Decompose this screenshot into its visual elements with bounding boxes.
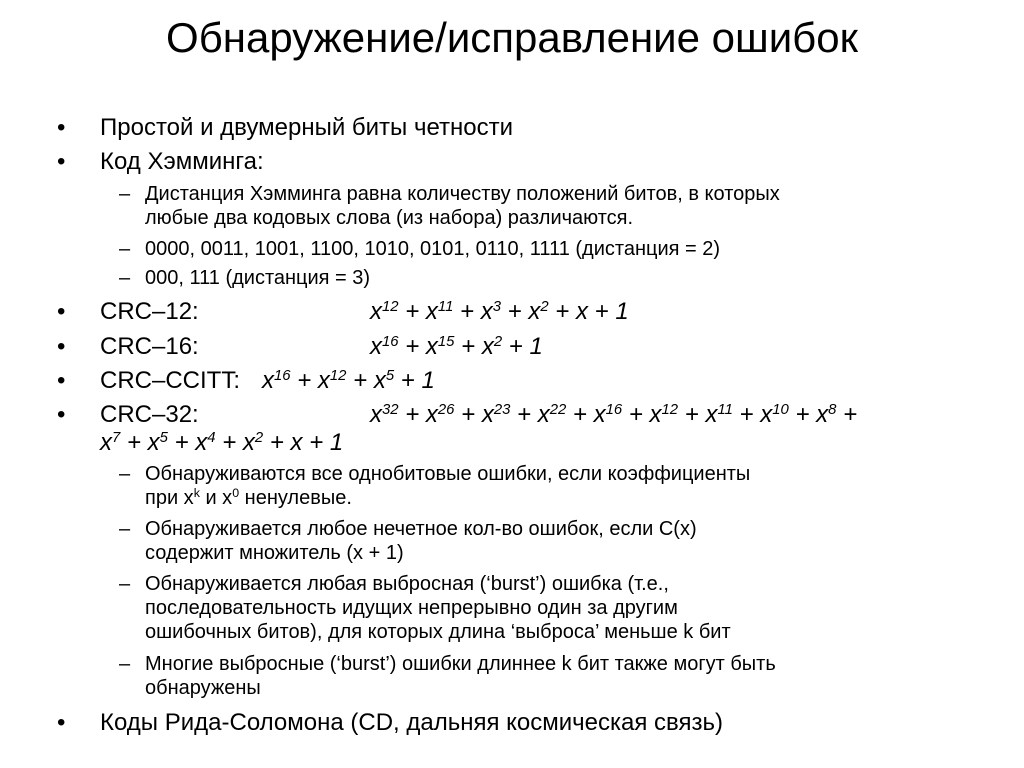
item-text: Дистанция Хэмминга равна количеству положений битов, в которых <box>145 183 780 205</box>
exponent: 26 <box>437 401 455 418</box>
variable-x: x <box>195 429 208 456</box>
item-text: Коды Рида-Соломона (CD, дальняя космическая связь) <box>100 709 724 736</box>
operator-text: + <box>398 401 426 428</box>
exponent: 5 <box>385 367 395 384</box>
operator-text: + <box>566 401 594 428</box>
dash-glyph: – <box>119 463 131 485</box>
operator-text: + x + 1 <box>548 298 629 325</box>
crc12-polynomial <box>370 299 629 328</box>
exponent: 4 <box>207 429 216 446</box>
bullet-glyph: • <box>57 298 66 325</box>
item-text-a: при x <box>145 487 194 509</box>
crcccitt-polynomial <box>262 368 435 397</box>
operator-text: + 1 <box>502 333 543 360</box>
operator-text: + <box>836 401 858 428</box>
sub-item-crc32-single-bit-cont <box>145 487 352 512</box>
bullet-item-crc16 <box>57 333 199 360</box>
operator-text: + <box>678 401 706 428</box>
sub-item-crc32-odd-errors-cont <box>145 542 404 565</box>
sub-item-crc32-burst-cont2 <box>145 621 731 644</box>
dash-glyph: – <box>119 518 131 540</box>
exponent: 22 <box>549 401 567 418</box>
variable-x: x <box>705 401 718 428</box>
sub-item-hamming-example-3 <box>119 267 371 290</box>
variable-x: x <box>593 401 606 428</box>
variable-x: x <box>242 429 255 456</box>
crc-label: CRC–16: <box>100 333 199 360</box>
variable-x: x <box>537 401 550 428</box>
bullet-glyph: • <box>57 401 66 428</box>
bullet-glyph: • <box>57 709 66 736</box>
operator-text: + <box>120 429 148 456</box>
variable-x: x <box>425 401 438 428</box>
dash-glyph: – <box>119 653 131 675</box>
sub-item-crc32-odd-errors <box>119 518 697 541</box>
exponent: 0 <box>232 486 240 501</box>
exponent: 12 <box>661 401 679 418</box>
item-text: Многие выбросные (‘burst’) ошибки длиннее k бит также могут быть <box>145 653 776 675</box>
bullet-item-hamming <box>57 148 264 175</box>
variable-x: x <box>816 401 829 428</box>
dash-glyph: – <box>119 238 131 260</box>
exponent: 16 <box>382 333 399 350</box>
sub-item-crc32-burst <box>119 573 669 596</box>
operator-text: + x + 1 <box>263 429 344 456</box>
slide-title: Обнаружение/исправление ошибок <box>166 14 858 61</box>
item-text: Код Хэмминга: <box>100 148 264 175</box>
exponent: 15 <box>437 333 455 350</box>
variable-x: x <box>528 298 541 325</box>
bullet-glyph: • <box>57 114 66 141</box>
item-text: ошибочных битов), для которых длина ‘выброса’ меньше k бит <box>145 621 731 643</box>
sub-item-hamming-distance-cont <box>145 207 633 230</box>
variable-x: x <box>317 367 330 394</box>
operator-text: + 1 <box>394 367 435 394</box>
variable-x: x <box>147 429 160 456</box>
item-text: последовательность идущих непрерывно один за другим <box>145 597 678 619</box>
variable-x: x <box>100 429 112 456</box>
exponent: k <box>193 486 200 501</box>
operator-text: + <box>398 333 426 360</box>
bullet-item-crc12 <box>57 298 199 325</box>
exponent: 8 <box>828 401 837 418</box>
operator-text: + <box>732 401 761 428</box>
bullet-glyph: • <box>57 367 66 394</box>
item-text: Обнаруживается любое нечетное кол-во ошибок, если C(x) <box>145 518 697 540</box>
item-text: обнаружены <box>145 677 261 699</box>
bullet-glyph: • <box>57 148 66 175</box>
operator-text: + <box>510 401 538 428</box>
bullet-item-parity <box>57 114 514 141</box>
operator-text: + <box>788 401 817 428</box>
variable-x: x <box>370 401 382 428</box>
operator-text: + <box>215 429 243 456</box>
exponent: 3 <box>492 298 501 315</box>
sub-item-crc32-burst-cont1 <box>145 597 678 620</box>
operator-text: + <box>346 367 374 394</box>
item-text: 0000, 0011, 1001, 1100, 1010, 0101, 0110, 1111 (дистанция = 2) <box>145 238 721 260</box>
dash-glyph: – <box>119 183 131 205</box>
crc32-polynomial-line2 <box>100 430 343 459</box>
exponent: 23 <box>493 401 511 418</box>
sub-item-crc32-long-burst-cont <box>145 677 261 700</box>
sub-item-crc32-long-burst <box>119 653 776 676</box>
sub-item-hamming-example-2 <box>119 238 721 261</box>
sub-item-hamming-distance <box>119 183 780 206</box>
exponent: 11 <box>437 298 454 315</box>
operator-text: + <box>622 401 650 428</box>
item-text: 000, 111 (дистанция = 3) <box>145 267 371 289</box>
crc-label: CRC–32: <box>100 401 199 428</box>
exponent: 5 <box>159 429 168 446</box>
crc32-polynomial-line1 <box>370 402 857 431</box>
variable-x: x <box>760 401 773 428</box>
item-text: Обнаруживается любая выбросная (‘burst’) ошибка (т.е., <box>145 573 669 595</box>
bullet-glyph: • <box>57 333 66 360</box>
variable-x: x <box>262 367 274 394</box>
exponent: 2 <box>254 429 264 446</box>
bullet-item-reed-solomon <box>57 709 724 736</box>
sub-item-crc32-single-bit <box>119 463 751 486</box>
item-text: Обнаруживаются все однобитовые ошибки, если коэффициенты <box>145 463 751 485</box>
exponent: 16 <box>605 401 623 418</box>
variable-x: x <box>480 298 493 325</box>
variable-x: x <box>425 298 438 325</box>
bullet-item-crcccitt <box>57 367 241 394</box>
operator-text: + <box>453 298 481 325</box>
crc-label: CRC–12: <box>100 298 199 325</box>
crc-label: CRC–CCITT: <box>100 367 241 394</box>
operator-text: + <box>454 333 482 360</box>
variable-x: x <box>649 401 662 428</box>
variable-x: x <box>481 333 494 360</box>
variable-x: x <box>370 298 382 325</box>
operator-text: + <box>398 298 426 325</box>
exponent: 16 <box>274 367 291 384</box>
exponent: 10 <box>772 401 789 418</box>
dash-glyph: – <box>119 573 131 595</box>
item-text-b: и x <box>199 487 233 509</box>
exponent: 32 <box>382 401 399 418</box>
exponent: 7 <box>112 429 121 446</box>
variable-x: x <box>481 401 494 428</box>
exponent: 12 <box>329 367 347 384</box>
item-text: Простой и двумерный биты четности <box>100 114 514 141</box>
operator-text: + <box>167 429 196 456</box>
exponent: 2 <box>540 298 549 315</box>
exponent: 2 <box>493 333 503 350</box>
variable-x: x <box>373 367 386 394</box>
crc16-polynomial <box>370 334 543 363</box>
exponent: 12 <box>382 298 399 315</box>
operator-text: + <box>501 298 529 325</box>
bullet-item-crc32 <box>57 401 199 428</box>
item-text: содержит множитель (x + 1) <box>145 542 404 564</box>
exponent: 11 <box>717 401 733 418</box>
variable-x: x <box>370 333 382 360</box>
dash-glyph: – <box>119 267 131 289</box>
operator-text: + <box>290 367 318 394</box>
variable-x: x <box>425 333 438 360</box>
operator-text: + <box>454 401 482 428</box>
item-text-c: ненулевые. <box>239 487 352 509</box>
item-text: любые два кодовых слова (из набора) различаются. <box>145 207 634 229</box>
